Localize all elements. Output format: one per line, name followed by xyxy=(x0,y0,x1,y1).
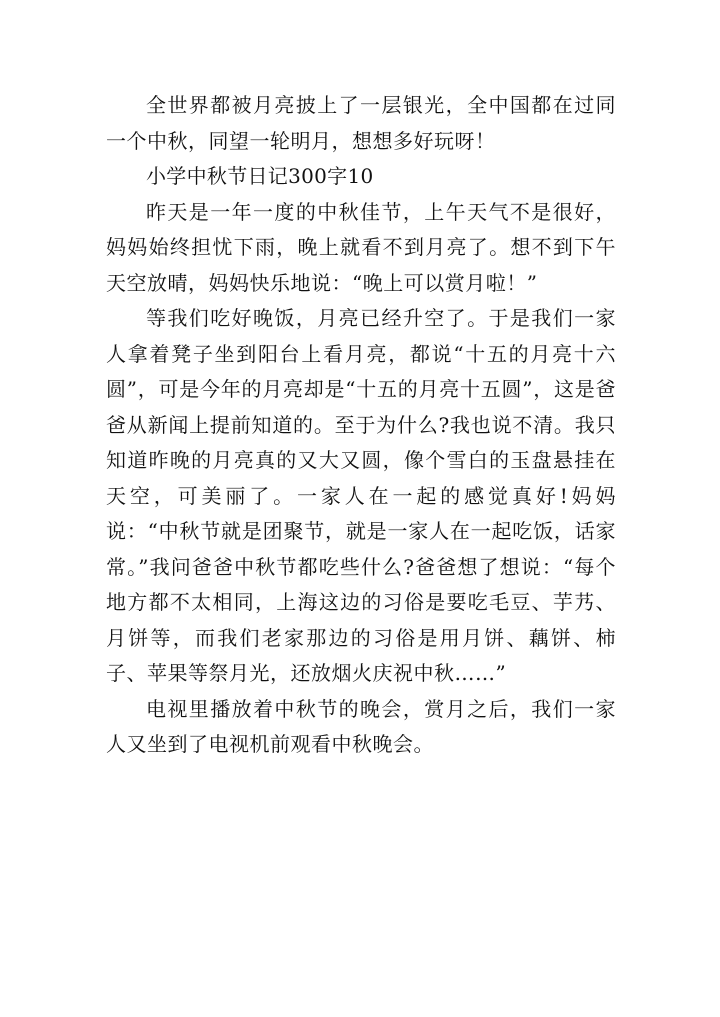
paragraph-intro: 全世界都被月亮披上了一层银光，全中国都在过同一个中秋，同望一轮明月，想想多好玩呀！ xyxy=(106,93,616,153)
paragraph-tv-gala: 电视里播放着中秋节的晚会，赏月之后，我们一家人又坐到了电视机前观看中秋晚会。 xyxy=(106,696,616,756)
document-body xyxy=(106,88,616,763)
paragraph-yesterday: 昨天是一年一度的中秋佳节，上午天气不是很好，妈妈始终担忧下雨，晚上就看不到月亮了。想不到下午天空放晴，妈妈快乐地说：“晚上可以赏月啦！” xyxy=(106,199,616,295)
section-heading: 小学中秋节日记300字10 xyxy=(146,164,374,188)
paragraph-moon-viewing: 等我们吃好晚饭，月亮已经升空了。于是我们一家人拿着凳子坐到阳台上看月亮，都说“十五的月亮十六圆”，可是今年的月亮却是“十五的月亮十五圆”，这是爸爸从新闻上提前知道的。至于为什么?我也说不清。我只知道昨晚的月亮真的又大又圆，像个雪白的玉盘悬挂在天空，可美丽了。一家人在一起的感觉真好!妈妈说：“中秋节就是团聚节，就是一家人在一起吃饭，话家常。”我问爸爸中秋节都吃些什么?爸爸想了想说：“每个地方都不太相同，上海这边的习俗是要吃毛豆、芋艿、月饼等，而我们老家那边的习俗是用月饼、藕饼、柿子、苹果等祭月光，还放烟火庆祝中秋……” xyxy=(106,306,616,685)
